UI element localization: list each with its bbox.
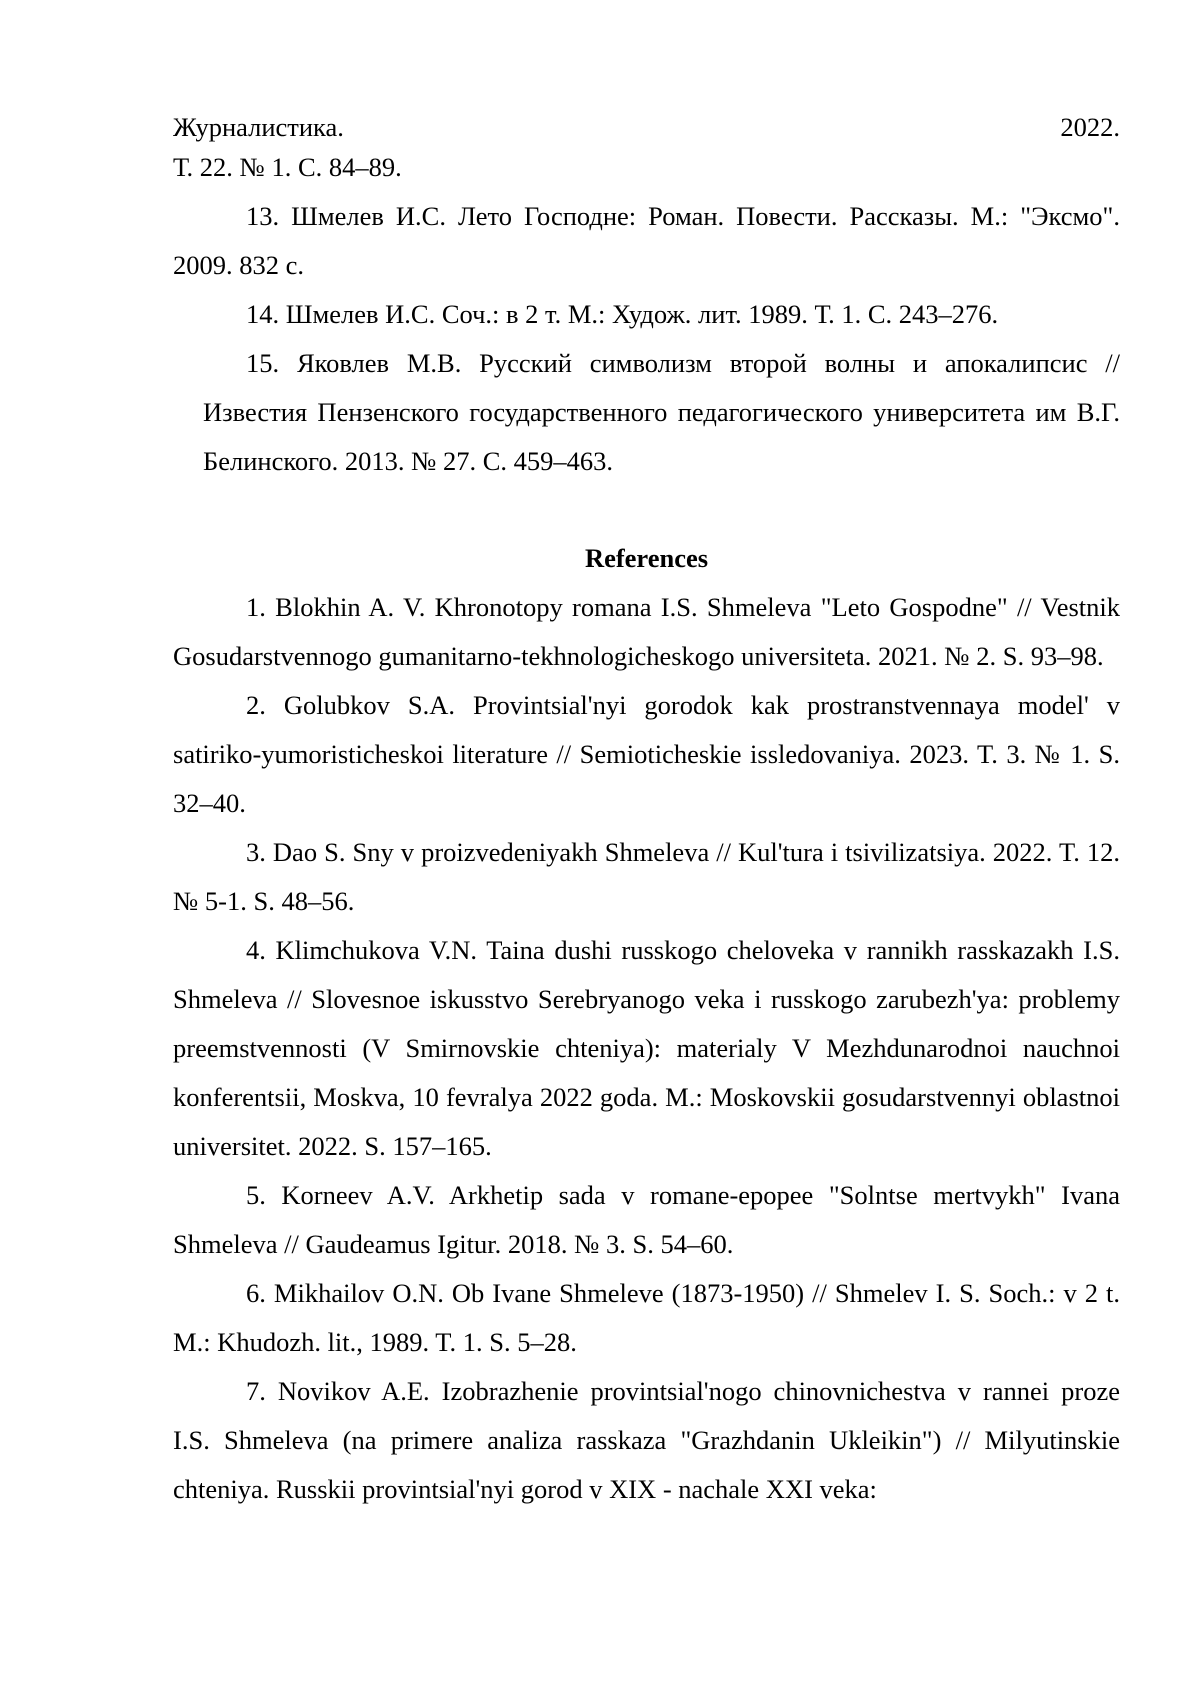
reference-item-6: 6. Mikhailov O.N. Ob Ivane Shmeleve (1873-1950) // Shmelev I. S. Soch.: v 2 t. M.: Khudozh. lit., 1989. T. 1. S. 5–28. xyxy=(173,1278,1120,1357)
reference-item-4: 4. Klimchukova V.N. Taina dushi russkogo cheloveka v rannikh rasskazakh I.S. Shmeleva // Slovesnoe iskusstvo Serebryanogo veka i russkogo zarubezh'ya: problemy preemstvennosti (V Smirnovskie chteniya): materialy V Mezhdunarodnoi nauchnoi konferentsii, Moskva, 10 fevralya 2022 goda. M.: Moskovskii gosudarstvennyi oblastnoi universitet. 2022. S. 157–165. xyxy=(173,935,1120,1161)
reference-item-3: 3. Dao S. Sny v proizvedeniyakh Shmeleva // Kul'tura i tsivilizatsiya. 2022. T. 12. № 5-1. S. 48–56. xyxy=(173,837,1120,916)
ref12-journal: Журналистика. xyxy=(173,112,344,142)
ref12-tail-line2: Т. 22. № 1. С. 84–89. xyxy=(173,152,402,182)
reference-item-1: 1. Blokhin A. V. Khronotopy romana I.S. Shmeleva "Leto Gospodne" // Vestnik Gosudarstvennogo gumanitarno-tekhnologicheskogo universiteta. 2021. № 2. S. 93–98. xyxy=(173,592,1120,671)
ref12-year: 2022. xyxy=(1060,112,1120,142)
ref12-tail-line1 xyxy=(173,112,1120,143)
references-heading: References xyxy=(584,543,709,573)
reference-item-2: 2. Golubkov S.A. Provintsial'nyi gorodok kak prostranstvennaya model' v satiriko-yumoristicheskoi literature // Semioticheskie issledovaniya. 2023. T. 3. № 1. S. 32–40. xyxy=(173,690,1120,818)
reference-item-5: 5. Korneev A.V. Arkhetip sada v romane-epopee "Solntse mertvykh" Ivana Shmeleva // Gaudeamus Igitur. 2018. № 3. S. 54–60. xyxy=(173,1180,1120,1259)
ru-ref-15: 15. Яковлев М.В. Русский символизм второй волны и апокалипсис // Известия Пензенского государственного педагогического университета им В.Г. Белинского. 2013. № 27. С. 459–463. xyxy=(203,348,1120,476)
text-column xyxy=(173,112,1120,1514)
ru-ref-13: 13. Шмелев И.С. Лето Господне: Роман. Повести. Рассказы. М.: "Эксмо". 2009. 832 с. xyxy=(173,201,1120,280)
section-gap xyxy=(173,486,1120,534)
reference-item-7: 7. Novikov A.E. Izobrazhenie provintsial'nogo chinovnichestva v rannei proze I.S. Shmeleva (na primere analiza rasskaza "Grazhdanin Ukleikin") // Milyutinskie chteniya. Russkii provintsial'nyi gorod v XIX - nachale XXI veka: xyxy=(173,1376,1120,1504)
ru-ref-14: 14. Шмелев И.С. Соч.: в 2 т. М.: Худож. лит. 1989. Т. 1. С. 243–276. xyxy=(246,299,999,329)
